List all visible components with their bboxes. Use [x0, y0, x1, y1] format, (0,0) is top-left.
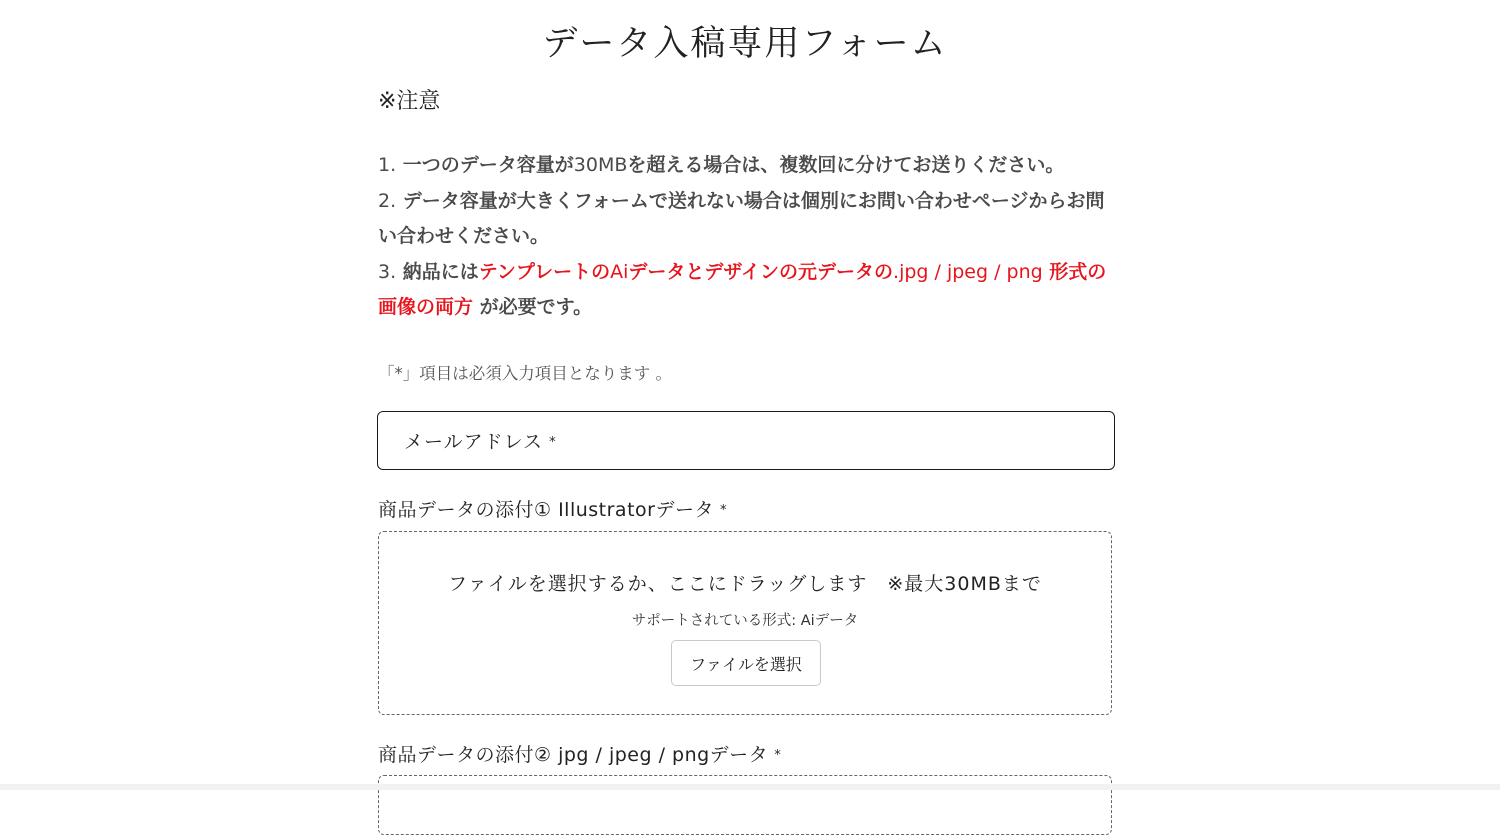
notice-list [378, 148, 1116, 326]
attachment-2-label-text: 商品データの添付② jpg / jpeg / pngデータ [378, 744, 769, 766]
attachment-1-label-text: 商品データの添付① Illustratorデータ [378, 499, 714, 521]
notice-heading: ※注意 [378, 89, 441, 114]
drop-zone-instruction: ファイルを選択するか、ここにドラッグします ※最大30MBまで [448, 573, 1042, 595]
highlight-text: テンプレートの [478, 260, 611, 283]
attachment-1-label [378, 495, 1116, 522]
required-mark: * [719, 503, 727, 518]
required-mark: * [774, 748, 782, 763]
email-field[interactable] [377, 411, 1115, 470]
highlight-text: 形式の画像の両方 [378, 260, 1107, 318]
email-field-label [404, 427, 557, 454]
notice-item-2 [378, 184, 1116, 255]
file-drop-zone-1[interactable] [378, 531, 1112, 715]
notice-item-text: 一つのデータ容量が [402, 154, 574, 176]
notice-item-text: 納品には [402, 260, 479, 283]
attachment-2-label [378, 740, 1116, 767]
notice-item-text: データ容量が大きくフォームで送れない場合は個別にお問い合わせページからお問い合わせください。 [378, 189, 1105, 247]
email-label-text: メールアドレス [404, 431, 544, 453]
required-mark: * [549, 435, 557, 450]
notice-item-text: を超える場合は、複数回に分けてお送りください。 [627, 154, 1065, 176]
notice-item-number: 3. [378, 260, 397, 283]
required-fields-note: 「*」項目は必須入力項目となります 。 [378, 364, 672, 383]
highlight-text: Ai [610, 260, 629, 283]
bottom-edge [0, 784, 1500, 790]
highlight-formats: .jpg / jpeg / png [893, 260, 1043, 283]
page-title: データ入稿専用フォーム [542, 24, 948, 64]
supported-formats-text: サポートされている形式: Aiデータ [631, 613, 859, 629]
notice-item-number: 1. [378, 154, 397, 176]
notice-item-1 [378, 148, 1116, 184]
notice-item-number: 2. [378, 189, 397, 212]
choose-file-button[interactable]: ファイルを選択 [671, 640, 821, 686]
notice-item-3 [378, 255, 1116, 326]
notice-item-size: 30MB [573, 154, 628, 176]
highlight-text: データとデザインの元データの [628, 260, 894, 283]
notice-item-text: が必要です。 [473, 296, 593, 318]
